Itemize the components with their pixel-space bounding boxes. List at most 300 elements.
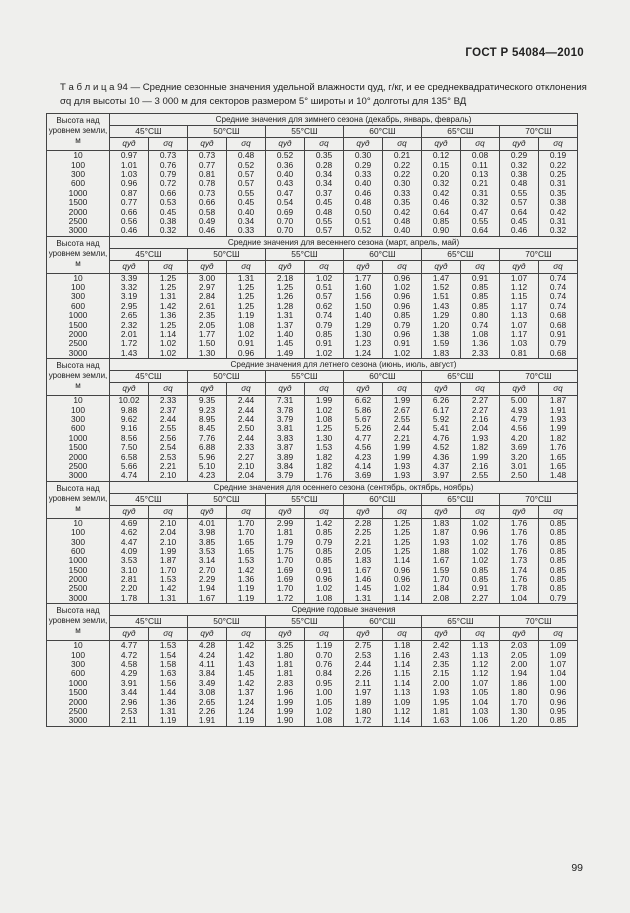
value-cell: 1.02 — [305, 707, 344, 716]
value-cell: 2.53 — [110, 707, 149, 716]
sigma-symbol-header: σq — [539, 138, 578, 151]
table-row — [47, 179, 578, 188]
value-cell: 1.25 — [383, 518, 422, 528]
value-cell: 1.70 — [227, 518, 266, 528]
value-cell: 2.16 — [461, 415, 500, 424]
value-cell: 1.99 — [305, 396, 344, 406]
value-cell: 4.11 — [188, 660, 227, 669]
value-cell: 0.64 — [500, 207, 539, 216]
latitude-header: 55°СШ — [266, 616, 344, 628]
value-cell: 0.45 — [227, 198, 266, 207]
value-cell: 0.85 — [539, 566, 578, 575]
value-cell: 1.81 — [422, 707, 461, 716]
value-cell: 0.45 — [305, 198, 344, 207]
height-cell: 10 — [47, 396, 110, 406]
value-cell: 4.93 — [500, 405, 539, 414]
table-row — [47, 217, 578, 226]
value-cell: 4.56 — [344, 443, 383, 452]
q-symbol-header: qуд — [188, 628, 227, 641]
value-cell: 5.41 — [422, 424, 461, 433]
table-row — [47, 443, 578, 452]
value-cell: 0.96 — [461, 528, 500, 537]
value-cell: 0.96 — [110, 179, 149, 188]
value-cell: 1.36 — [149, 311, 188, 320]
value-cell: 1.08 — [461, 330, 500, 339]
value-cell: 0.96 — [383, 575, 422, 584]
value-cell: 0.50 — [344, 207, 383, 216]
value-cell: 2.44 — [383, 424, 422, 433]
humidity-table — [46, 113, 578, 727]
value-cell: 2.11 — [110, 716, 149, 726]
height-cell: 1500 — [47, 566, 110, 575]
value-cell: 1.17 — [500, 302, 539, 311]
value-cell: 1.31 — [266, 311, 305, 320]
value-cell: 3.39 — [110, 273, 149, 283]
value-cell: 3.44 — [110, 688, 149, 697]
value-cell: 0.96 — [539, 688, 578, 697]
height-cell: 1000 — [47, 679, 110, 688]
value-cell: 1.63 — [422, 716, 461, 726]
latitude-header: 70°СШ — [500, 493, 578, 505]
value-cell: 3.01 — [500, 462, 539, 471]
height-cell: 1000 — [47, 434, 110, 443]
value-cell: 1.70 — [266, 584, 305, 593]
value-cell: 1.36 — [461, 339, 500, 348]
value-cell: 1.02 — [383, 349, 422, 359]
value-cell: 0.90 — [422, 226, 461, 236]
value-cell: 0.30 — [383, 179, 422, 188]
value-cell: 4.23 — [188, 471, 227, 481]
value-cell: 2.53 — [149, 452, 188, 461]
value-cell: 1.02 — [461, 556, 500, 565]
row-header-cell: Высота над уровнем земли, м — [47, 481, 110, 518]
value-cell: 0.32 — [422, 179, 461, 188]
section-title: Средние значения для летнего сезона (июнь, июль, август) — [110, 359, 578, 371]
value-cell: 2.10 — [149, 471, 188, 481]
table-row — [47, 707, 578, 716]
value-cell: 1.20 — [500, 716, 539, 726]
value-cell: 4.28 — [188, 641, 227, 651]
value-cell: 1.02 — [227, 330, 266, 339]
value-cell: 1.07 — [500, 273, 539, 283]
value-cell: 2.25 — [344, 528, 383, 537]
value-cell: 0.46 — [422, 198, 461, 207]
value-cell: 1.83 — [422, 349, 461, 359]
symbol-row — [47, 505, 578, 518]
value-cell: 2.43 — [422, 650, 461, 659]
value-cell: 1.25 — [227, 283, 266, 292]
value-cell: 1.96 — [266, 688, 305, 697]
value-cell: 1.14 — [383, 716, 422, 726]
value-cell: 0.62 — [305, 302, 344, 311]
value-cell: 1.84 — [422, 584, 461, 593]
value-cell: 1.25 — [383, 537, 422, 546]
value-cell: 1.17 — [500, 330, 539, 339]
value-cell: 1.16 — [383, 650, 422, 659]
value-cell: 5.26 — [344, 424, 383, 433]
value-cell: 1.99 — [149, 547, 188, 556]
value-cell: 0.53 — [149, 198, 188, 207]
value-cell: 2.11 — [344, 679, 383, 688]
value-cell: 1.24 — [344, 349, 383, 359]
height-cell: 600 — [47, 302, 110, 311]
value-cell: 1.70 — [422, 575, 461, 584]
value-cell: 1.88 — [422, 547, 461, 556]
value-cell: 2.65 — [110, 311, 149, 320]
value-cell: 4.58 — [110, 660, 149, 669]
value-cell: 1.15 — [383, 669, 422, 678]
height-cell: 2000 — [47, 697, 110, 706]
sigma-symbol-header: σq — [305, 260, 344, 273]
value-cell: 2.33 — [149, 396, 188, 406]
value-cell: 1.42 — [227, 679, 266, 688]
value-cell: 0.33 — [344, 170, 383, 179]
value-cell: 6.62 — [344, 396, 383, 406]
height-cell: 2500 — [47, 707, 110, 716]
table-row — [47, 556, 578, 565]
value-cell: 1.07 — [539, 660, 578, 669]
value-cell: 1.76 — [305, 471, 344, 481]
value-cell: 3.85 — [188, 537, 227, 546]
value-cell: 1.94 — [500, 669, 539, 678]
height-cell: 1000 — [47, 311, 110, 320]
value-cell: 1.03 — [500, 339, 539, 348]
section-title: Средние значения для зимнего сезона (декабрь, январь, февраль) — [110, 114, 578, 126]
value-cell: 2.21 — [383, 434, 422, 443]
value-cell: 0.32 — [539, 226, 578, 236]
latitude-header: 65°СШ — [422, 371, 500, 383]
latitude-row — [47, 493, 578, 505]
sigma-symbol-header: σq — [227, 628, 266, 641]
value-cell: 2.20 — [110, 584, 149, 593]
value-cell: 1.76 — [539, 443, 578, 452]
value-cell: 0.85 — [305, 556, 344, 565]
value-cell: 1.86 — [500, 679, 539, 688]
value-cell: 4.72 — [110, 650, 149, 659]
value-cell: 1.40 — [266, 330, 305, 339]
height-cell: 10 — [47, 273, 110, 283]
value-cell: 1.30 — [500, 707, 539, 716]
value-cell: 1.82 — [305, 462, 344, 471]
value-cell: 9.62 — [110, 415, 149, 424]
value-cell: 0.13 — [461, 170, 500, 179]
value-cell: 1.70 — [266, 556, 305, 565]
value-cell: 1.42 — [227, 641, 266, 651]
value-cell: 0.38 — [539, 198, 578, 207]
value-cell: 2.96 — [110, 697, 149, 706]
value-cell: 0.54 — [266, 198, 305, 207]
value-cell: 3.89 — [266, 452, 305, 461]
value-cell: 0.91 — [305, 339, 344, 348]
table-row — [47, 716, 578, 726]
value-cell: 0.72 — [149, 179, 188, 188]
value-cell: 0.66 — [149, 189, 188, 198]
value-cell: 1.81 — [266, 669, 305, 678]
value-cell: 2.95 — [110, 302, 149, 311]
value-cell: 1.19 — [149, 716, 188, 726]
latitude-header: 55°СШ — [266, 493, 344, 505]
value-cell: 3.84 — [266, 462, 305, 471]
value-cell: 0.74 — [539, 273, 578, 283]
value-cell: 1.02 — [461, 518, 500, 528]
value-cell: 2.18 — [266, 273, 305, 283]
value-cell: 1.99 — [383, 452, 422, 461]
value-cell: 1.13 — [500, 311, 539, 320]
value-cell: 0.35 — [383, 198, 422, 207]
value-cell: 1.81 — [266, 660, 305, 669]
height-cell: 300 — [47, 292, 110, 301]
value-cell: 1.24 — [227, 697, 266, 706]
value-cell: 1.72 — [344, 716, 383, 726]
value-cell: 2.32 — [110, 320, 149, 329]
section-title-row — [47, 481, 578, 493]
value-cell: 0.28 — [305, 160, 344, 169]
value-cell: 0.22 — [383, 160, 422, 169]
value-cell: 0.85 — [539, 547, 578, 556]
value-cell: 1.42 — [227, 566, 266, 575]
value-cell: 1.65 — [227, 547, 266, 556]
value-cell: 1.04 — [539, 669, 578, 678]
value-cell: 0.76 — [149, 160, 188, 169]
value-cell: 4.37 — [422, 462, 461, 471]
value-cell: 0.74 — [539, 302, 578, 311]
value-cell: 6.88 — [188, 443, 227, 452]
value-cell: 1.54 — [149, 650, 188, 659]
value-cell: 1.77 — [344, 273, 383, 283]
value-cell: 3.08 — [188, 688, 227, 697]
q-symbol-header: qуд — [422, 505, 461, 518]
value-cell: 1.87 — [149, 556, 188, 565]
value-cell: 2.05 — [344, 547, 383, 556]
value-cell: 0.31 — [461, 189, 500, 198]
value-cell: 0.22 — [383, 170, 422, 179]
value-cell: 0.85 — [305, 528, 344, 537]
value-cell: 1.38 — [422, 330, 461, 339]
value-cell: 2.10 — [227, 462, 266, 471]
value-cell: 1.59 — [422, 566, 461, 575]
value-cell: 0.46 — [500, 226, 539, 236]
q-symbol-header: qуд — [422, 628, 461, 641]
value-cell: 0.91 — [461, 584, 500, 593]
sigma-symbol-header: σq — [461, 383, 500, 396]
value-cell: 0.68 — [539, 320, 578, 329]
q-symbol-header: qуд — [110, 505, 149, 518]
latitude-header: 70°СШ — [500, 616, 578, 628]
value-cell: 1.70 — [500, 697, 539, 706]
value-cell: 1.19 — [227, 584, 266, 593]
value-cell: 1.13 — [383, 688, 422, 697]
sigma-symbol-header: σq — [149, 138, 188, 151]
value-cell: 0.52 — [266, 151, 305, 161]
value-cell: 1.93 — [422, 688, 461, 697]
table-row — [47, 424, 578, 433]
value-cell: 0.68 — [539, 349, 578, 359]
table-row — [47, 537, 578, 546]
height-cell: 300 — [47, 415, 110, 424]
table-row — [47, 462, 578, 471]
value-cell: 1.05 — [305, 697, 344, 706]
value-cell: 1.80 — [500, 688, 539, 697]
value-cell: 0.96 — [383, 302, 422, 311]
latitude-header: 45°СШ — [110, 248, 188, 260]
value-cell: 4.79 — [500, 415, 539, 424]
value-cell: 0.76 — [305, 660, 344, 669]
value-cell: 2.27 — [461, 396, 500, 406]
value-cell: 0.96 — [305, 575, 344, 584]
value-cell: 1.56 — [149, 679, 188, 688]
sigma-symbol-header: σq — [539, 505, 578, 518]
value-cell: 4.62 — [110, 528, 149, 537]
value-cell: 1.02 — [305, 273, 344, 283]
value-cell: 4.76 — [422, 434, 461, 443]
value-cell: 2.26 — [344, 669, 383, 678]
value-cell: 7.31 — [266, 396, 305, 406]
value-cell: 2.33 — [227, 443, 266, 452]
symbol-row — [47, 138, 578, 151]
value-cell: 2.08 — [422, 594, 461, 604]
value-cell: 1.05 — [461, 688, 500, 697]
value-cell: 1.93 — [539, 415, 578, 424]
height-cell: 1500 — [47, 198, 110, 207]
value-cell: 1.31 — [149, 594, 188, 604]
value-cell: 1.56 — [344, 292, 383, 301]
value-cell: 1.00 — [539, 679, 578, 688]
table-row — [47, 396, 578, 406]
value-cell: 1.49 — [266, 349, 305, 359]
value-cell: 0.57 — [227, 170, 266, 179]
value-cell: 1.13 — [461, 650, 500, 659]
value-cell: 5.92 — [422, 415, 461, 424]
value-cell: 1.15 — [500, 292, 539, 301]
value-cell: 1.37 — [266, 320, 305, 329]
value-cell: 0.57 — [500, 198, 539, 207]
table-row — [47, 471, 578, 481]
value-cell: 0.29 — [344, 160, 383, 169]
height-cell: 3000 — [47, 716, 110, 726]
value-cell: 4.77 — [110, 641, 149, 651]
q-symbol-header: qуд — [110, 260, 149, 273]
value-cell: 2.53 — [344, 650, 383, 659]
page-number: 99 — [571, 862, 583, 874]
value-cell: 2.21 — [149, 462, 188, 471]
height-cell: 300 — [47, 170, 110, 179]
value-cell: 0.48 — [500, 179, 539, 188]
table-row — [47, 283, 578, 292]
value-cell: 1.02 — [149, 339, 188, 348]
value-cell: 1.31 — [344, 594, 383, 604]
value-cell: 3.25 — [266, 641, 305, 651]
sigma-symbol-header: σq — [149, 260, 188, 273]
latitude-header: 50°СШ — [188, 616, 266, 628]
table-row — [47, 660, 578, 669]
value-cell: 1.70 — [227, 528, 266, 537]
table-row — [47, 669, 578, 678]
value-cell: 1.50 — [188, 339, 227, 348]
value-cell: 1.31 — [149, 707, 188, 716]
value-cell: 0.78 — [188, 179, 227, 188]
value-cell: 1.31 — [227, 273, 266, 283]
q-symbol-header: qуд — [500, 383, 539, 396]
value-cell: 0.79 — [149, 170, 188, 179]
value-cell: 0.33 — [383, 189, 422, 198]
height-cell: 2000 — [47, 575, 110, 584]
value-cell: 1.81 — [266, 528, 305, 537]
sigma-symbol-header: σq — [461, 628, 500, 641]
value-cell: 0.36 — [266, 160, 305, 169]
value-cell: 1.79 — [266, 537, 305, 546]
value-cell: 1.77 — [188, 330, 227, 339]
value-cell: 9.16 — [110, 424, 149, 433]
latitude-header: 55°СШ — [266, 371, 344, 383]
value-cell: 8.95 — [188, 415, 227, 424]
value-cell: 1.63 — [149, 669, 188, 678]
value-cell: 0.74 — [539, 283, 578, 292]
value-cell: 0.91 — [305, 566, 344, 575]
value-cell: 1.02 — [461, 537, 500, 546]
value-cell: 0.43 — [266, 179, 305, 188]
value-cell: 1.14 — [383, 660, 422, 669]
value-cell: 2.44 — [227, 396, 266, 406]
table-row — [47, 518, 578, 528]
value-cell: 5.96 — [188, 452, 227, 461]
section-title: Средние годовые значения — [110, 604, 578, 616]
sigma-symbol-header: σq — [227, 505, 266, 518]
latitude-header: 70°СШ — [500, 248, 578, 260]
value-cell: 1.80 — [266, 650, 305, 659]
value-cell: 0.96 — [383, 566, 422, 575]
value-cell: 0.30 — [344, 151, 383, 161]
section-title-row — [47, 604, 578, 616]
value-cell: 1.78 — [110, 594, 149, 604]
sigma-symbol-header: σq — [383, 260, 422, 273]
value-cell: 2.44 — [227, 415, 266, 424]
height-cell: 3000 — [47, 471, 110, 481]
value-cell: 0.85 — [461, 566, 500, 575]
latitude-header: 50°СШ — [188, 493, 266, 505]
q-symbol-header: qуд — [266, 505, 305, 518]
value-cell: 1.52 — [422, 283, 461, 292]
value-cell: 2.65 — [188, 697, 227, 706]
value-cell: 1.24 — [227, 707, 266, 716]
value-cell: 1.01 — [110, 160, 149, 169]
value-cell: 1.87 — [539, 396, 578, 406]
sigma-symbol-header: σq — [305, 505, 344, 518]
height-cell: 2000 — [47, 452, 110, 461]
value-cell: 2.05 — [500, 650, 539, 659]
value-cell: 1.53 — [149, 641, 188, 651]
latitude-row — [47, 126, 578, 138]
value-cell: 0.48 — [344, 198, 383, 207]
sigma-symbol-header: σq — [383, 505, 422, 518]
table-row — [47, 679, 578, 688]
value-cell: 2.15 — [422, 669, 461, 678]
value-cell: 2.33 — [461, 349, 500, 359]
value-cell: 1.99 — [461, 452, 500, 461]
value-cell: 2.04 — [149, 528, 188, 537]
value-cell: 0.70 — [266, 226, 305, 236]
table-row — [47, 641, 578, 651]
value-cell: 1.99 — [383, 396, 422, 406]
value-cell: 2.55 — [149, 424, 188, 433]
height-cell: 2500 — [47, 584, 110, 593]
value-cell: 1.25 — [149, 273, 188, 283]
value-cell: 2.55 — [461, 471, 500, 481]
value-cell: 1.75 — [266, 547, 305, 556]
value-cell: 1.47 — [422, 273, 461, 283]
value-cell: 1.95 — [422, 697, 461, 706]
table-row — [47, 273, 578, 283]
value-cell: 1.70 — [149, 566, 188, 575]
